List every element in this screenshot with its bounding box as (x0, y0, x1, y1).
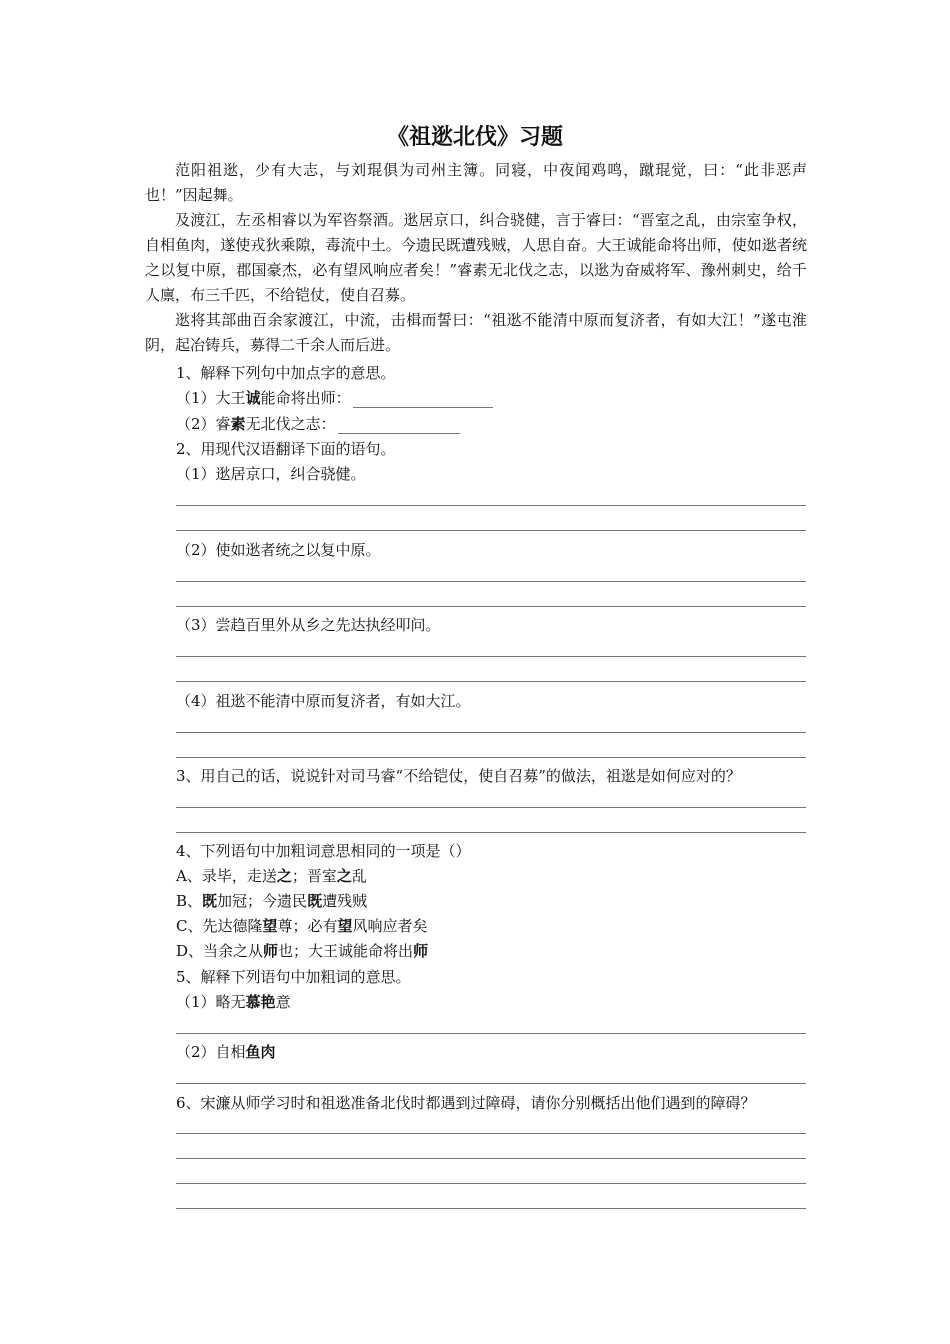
answer-line[interactable] (176, 1083, 806, 1084)
question-3-stem: 3、用自己的话，说说针对司马睿“不给铠仗，使自召募”的做法，祖逖是如何应对的？ (176, 767, 741, 785)
option-c-bold-2: 望 (337, 917, 353, 935)
q1-item2-text-end: 无北伐之志： (245, 415, 336, 433)
q5-item1-bold-word: 慕艳 (245, 993, 276, 1011)
answer-line[interactable] (176, 656, 806, 657)
answer-line[interactable] (176, 505, 806, 506)
option-a-text-mid: ；晋室 (291, 867, 337, 885)
option-b-bold-1: 既 (202, 892, 218, 910)
option-c-text-end: 风响应者矣 (352, 917, 428, 935)
answer-line[interactable] (176, 530, 806, 531)
q1-item1-text-end: 能命将出师： (260, 389, 351, 407)
q5-item1-text: （1）略无 (176, 993, 246, 1011)
q5-item1-text-end: 意 (275, 993, 291, 1011)
option-d-bold-1: 师 (263, 942, 279, 960)
option-c-bold-1: 望 (262, 917, 278, 935)
passage-paragraph-1: 范阳祖逖，少有大志，与刘琨俱为司州主簿。同寝，中夜闻鸡鸣，蹴琨觉，曰：“此非恶声也！”因起舞。 (145, 161, 807, 204)
answer-line[interactable] (176, 807, 806, 808)
option-b-text-end: 遭残贼 (322, 892, 368, 910)
question-5-item-2 (176, 1041, 276, 1062)
option-c-text: C、先达德隆 (176, 917, 263, 935)
document-title: 《祖逖北伐》习题 (386, 125, 563, 150)
question-4-option-a (176, 865, 367, 886)
answer-line[interactable] (176, 681, 806, 682)
question-4-option-c (176, 915, 428, 936)
option-b-text-mid: 加冠；今遗民 (217, 892, 308, 910)
question-2-item-4: （4）祖逖不能清中原而复济者，有如大江。 (176, 692, 471, 710)
q1-item1-bold-char: 诚 (245, 389, 261, 407)
passage-paragraph-2: 及渡江，左丞相睿以为军咨祭酒。逖居京口，纠合骁健，言于睿曰：“晋室之乱，由宗室争权，自相鱼肉，遂使戎狄乘隙，毒流中土。今遗民既遭残贼，人思自奋。大王诚能命将出师，使如逖者统之以复中原，郡国豪杰，必有望风响应者矣！”睿素无北伐之志，以逖为奋威将军、豫州刺史，给千人廪，布三千匹，不给铠仗，使自召募。 (145, 211, 807, 304)
q1-item2-answer-blank[interactable] (338, 419, 460, 434)
answer-line[interactable] (176, 732, 806, 733)
option-a-text: A、录毕，走送 (176, 867, 277, 885)
question-5-item-1 (176, 991, 291, 1012)
option-d-bold-2: 师 (413, 942, 429, 960)
answer-line[interactable] (176, 1033, 806, 1034)
question-2-item-1: （1）逖居京口，纠合骁健。 (176, 465, 366, 483)
question-6-stem: 6、宋濂从师学习时和祖逖准备北伐时都遇到过障碍，请你分别概括出他们遇到的障碍？ (176, 1094, 756, 1112)
question-4-stem: 4、下列语句中加粗词意思相同的一项是（） (176, 842, 471, 860)
answer-line[interactable] (176, 606, 806, 607)
question-1-item-1 (176, 387, 493, 408)
q1-item1-answer-blank[interactable] (353, 393, 493, 408)
question-4-option-b (176, 890, 367, 911)
question-1-stem: 1、解释下列句中加点字的意思。 (176, 364, 396, 382)
question-4-option-d (176, 940, 428, 961)
question-2-stem: 2、用现代汉语翻译下面的语句。 (176, 440, 396, 458)
question-2-item-3: （3）尝趋百里外从乡之先达执经叩问。 (176, 616, 441, 634)
answer-line[interactable] (176, 832, 806, 833)
option-c-text-mid: 尊；必有 (277, 917, 338, 935)
passage-paragraph-3: 逖将其部曲百余家渡江，中流，击楫而誓曰：“祖逖不能清中原而复济者，有如大江！”遂屯淮阴，起冶铸兵，募得二千余人而后进。 (145, 311, 807, 354)
question-5-stem: 5、解释下列语句中加粗词的意思。 (176, 968, 411, 986)
option-a-bold-2: 之 (336, 867, 352, 885)
option-a-text-end: 乱 (351, 867, 367, 885)
q1-item2-bold-char: 素 (230, 415, 246, 433)
answer-line[interactable] (176, 1133, 806, 1134)
q1-item2-text: （2）睿 (176, 415, 231, 433)
question-1-item-2 (176, 413, 460, 434)
question-2-item-2: （2）使如逖者统之以复中原。 (176, 541, 381, 559)
option-d-text: D、当余之从 (176, 942, 264, 960)
q5-item2-bold-word: 鱼肉 (245, 1043, 276, 1061)
q5-item2-text: （2）自相 (176, 1043, 246, 1061)
option-b-text: B、 (176, 892, 203, 910)
answer-line[interactable] (176, 757, 806, 758)
option-b-bold-2: 既 (307, 892, 323, 910)
answer-line[interactable] (176, 1208, 806, 1209)
q1-item1-text: （1）大王 (176, 389, 246, 407)
option-d-text-mid: 也；大王诚能命将出 (278, 942, 414, 960)
answer-line[interactable] (176, 1158, 806, 1159)
answer-line[interactable] (176, 581, 806, 582)
option-a-bold-1: 之 (276, 867, 292, 885)
answer-line[interactable] (176, 1183, 806, 1184)
